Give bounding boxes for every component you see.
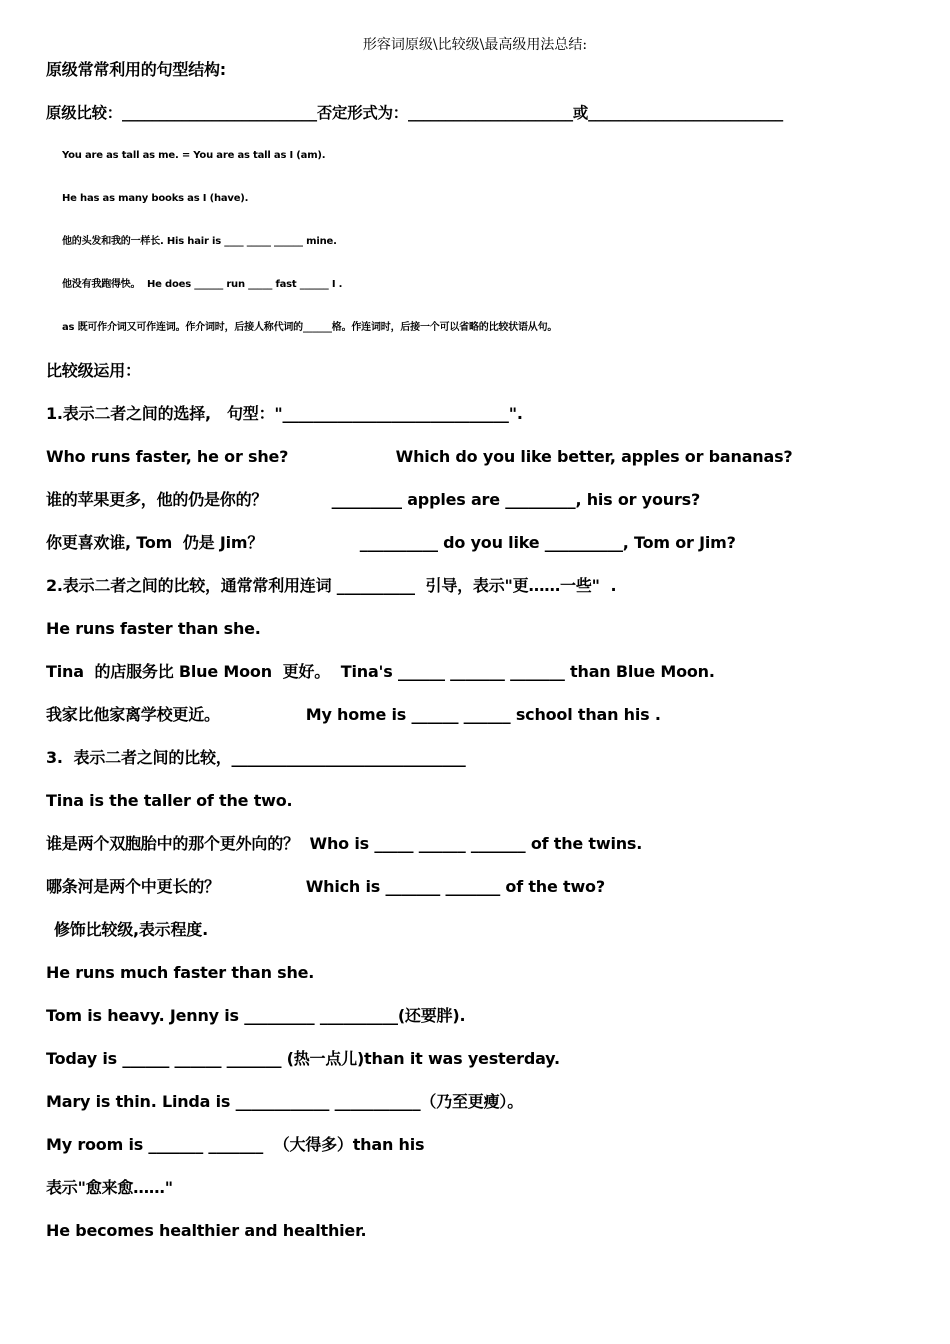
exercise-jenny-heavier: Tom is heavy. Jenny is _________ __________(还要胖). — [46, 1006, 466, 1025]
rule-choice-between-two: 1.表示二者之间的选择, 句型："_____________________________". — [46, 404, 523, 423]
exercise-linda-thinner: Mary is thin. Linda is ____________ ___________（乃至更瘦）。 — [46, 1092, 523, 1111]
note-as-usage: as 既可作介词又可作连词。作介词时，后接人称代词的______格。作连词时，后接一个可以省略的比较状语从句。 — [62, 322, 558, 333]
example-much-faster: He runs much faster than she. — [46, 963, 315, 982]
exercise-tina-service: Tina 的店服务比 Blue Moon 更好。 Tina's ______ _______ _______ than Blue Moon. — [46, 662, 715, 681]
rule-comparison-of-two: 3. 表示二者之间的比较，______________________________ — [46, 748, 466, 767]
example-runs-faster-than: He runs faster than she. — [46, 619, 261, 638]
exercise-today-hotter: Today is ______ ______ _______ (热一点儿)than it was yesterday. — [46, 1049, 560, 1068]
rule-comparison-than: 2.表示二者之间的比较，通常常利用连词 __________ 引导，表示"更……一些" . — [46, 576, 617, 595]
exercise-who-do-you-like: 你更喜欢谁, Tom 仍是 Jim？ __________ do you like __________, Tom or Jim? — [46, 533, 736, 552]
example-as-many: He has as many books as I (have). — [62, 193, 249, 204]
heading-more-and-more: 表示"愈来愈……" — [46, 1178, 173, 1197]
exercise-hair: 他的头发和我的一样长. His hair is ____ _____ ______ mine. — [62, 236, 337, 247]
example-healthier: He becomes healthier and healthier. — [46, 1221, 367, 1240]
example-as-tall: You are as tall as me. = You are as tall as I (am). — [62, 150, 326, 161]
heading-modify-degree: 修饰比较级,表示程度. — [54, 920, 208, 939]
original-comparison-fill: 原级比较：__________________________否定形式为：______________________或__________________________ — [46, 104, 783, 122]
heading-original-structure: 原级常常利用的句型结构: — [46, 60, 226, 79]
exercise-run-fast: 他没有我跑得快。 He does ______ run _____ fast ______ I . — [62, 279, 343, 290]
exercise-home-closer: 我家比他家离学校更近。 My home is ______ ______ school than his . — [46, 705, 661, 724]
exercise-whose-apples: 谁的苹果更多，他的仍是你的？ _________ apples are _________, his or yours? — [46, 490, 701, 509]
example-who-runs-faster: Who runs faster, he or she? Which do you like better, apples or bananas? — [46, 447, 793, 466]
example-tina-taller: Tina is the taller of the two. — [46, 791, 293, 810]
exercise-twins: 谁是两个双胞胎中的那个更外向的？ Who is _____ ______ _______ of the twins. — [46, 834, 643, 853]
exercise-longer-river: 哪条河是两个中更长的？ Which is _______ _______ of the two? — [46, 877, 605, 896]
page-title: 形容词原级\比较级\最高级用法总结: — [362, 37, 588, 53]
exercise-room-bigger: My room is _______ _______ （大得多）than his — [46, 1135, 425, 1154]
heading-comparative-usage: 比较级运用： — [46, 361, 141, 380]
